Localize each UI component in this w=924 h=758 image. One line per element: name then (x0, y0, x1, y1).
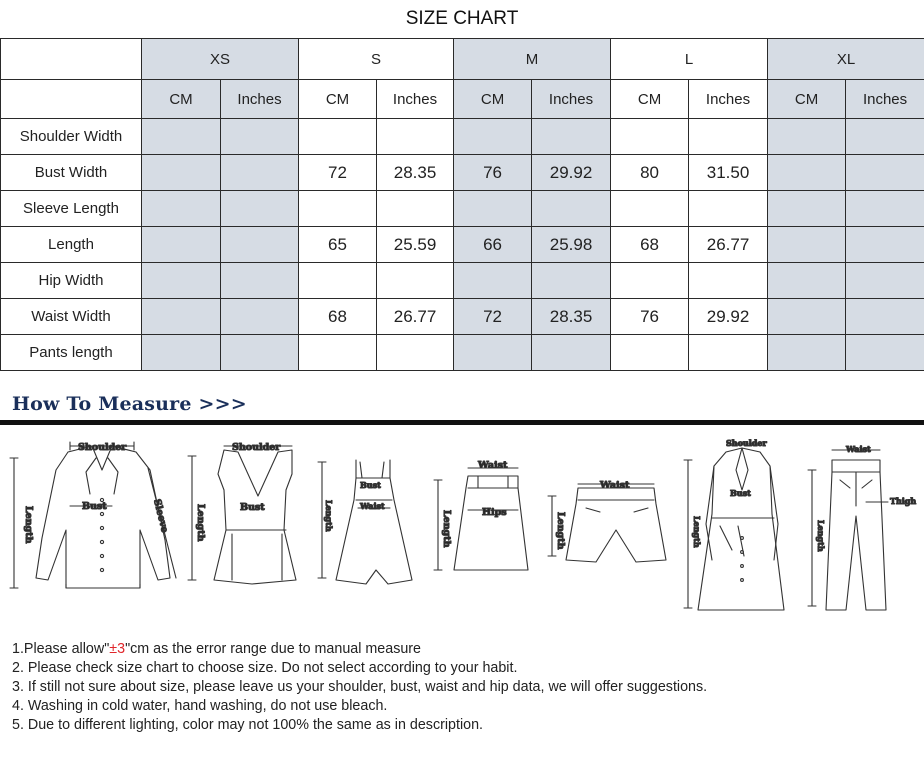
size-cell: 28.35 (532, 299, 611, 335)
size-cell (689, 263, 768, 299)
size-cell: 76 (611, 299, 689, 335)
label-shoulder: Shoulder (726, 438, 767, 448)
size-cell (221, 335, 299, 371)
label-length: Length (23, 506, 34, 544)
size-row (1, 299, 924, 335)
label-length: Length (324, 500, 334, 532)
row-label: Shoulder Width (1, 119, 142, 155)
chart-title: SIZE CHART (405, 8, 519, 29)
size-chart-table (0, 38, 924, 371)
size-cell (532, 119, 611, 155)
label-thigh: Thigh (890, 496, 917, 506)
note-4: 4. Washing in cold water, hand washing, do not use bleach. (12, 698, 388, 714)
label-waist: Waist (360, 501, 385, 511)
tolerance-value: ±3 (109, 641, 126, 657)
unit-header: Inches (377, 80, 454, 119)
size-cell (846, 299, 924, 335)
label-bust: Bust (240, 502, 265, 513)
size-header-m: M (454, 39, 611, 80)
size-cell (846, 119, 924, 155)
size-cell (689, 335, 768, 371)
size-header-xl: XL (768, 39, 924, 80)
size-cell (221, 119, 299, 155)
label-shoulder: Shoulder (232, 442, 281, 453)
note-3: 3. If still not sure about size, please leave us your shoulder, bust, waist and hip data, we will offer suggestions. (12, 679, 708, 695)
size-cell (846, 227, 924, 263)
size-cell (142, 227, 221, 263)
size-cell (221, 263, 299, 299)
size-cell: 76 (454, 155, 532, 191)
size-cell (221, 299, 299, 335)
size-cell (689, 191, 768, 227)
size-cell (299, 119, 377, 155)
care-notes (12, 640, 912, 735)
size-cell: 29.92 (689, 299, 768, 335)
size-cell: 66 (454, 227, 532, 263)
size-row (1, 191, 924, 227)
size-cell: 31.50 (689, 155, 768, 191)
note-1-prefix: 1.Please allow" (12, 641, 110, 657)
size-cell (689, 119, 768, 155)
size-cell (142, 191, 221, 227)
size-header-l: L (611, 39, 768, 80)
size-cell (142, 119, 221, 155)
size-cell: 80 (611, 155, 689, 191)
size-cell (142, 263, 221, 299)
size-cell (377, 263, 454, 299)
size-cell (768, 335, 846, 371)
size-cell (142, 155, 221, 191)
size-cell (221, 191, 299, 227)
row-label: Hip Width (1, 263, 142, 299)
size-cell: 25.59 (377, 227, 454, 263)
size-cell (768, 299, 846, 335)
row-label: Length (1, 227, 142, 263)
unit-header-row (1, 80, 924, 119)
label-length: Length (816, 520, 826, 552)
size-row (1, 227, 924, 263)
size-cell (377, 335, 454, 371)
corner-cell (1, 80, 142, 119)
label-hips: Hips (482, 507, 507, 518)
measure-diagrams-svg (0, 430, 924, 622)
size-cell (846, 155, 924, 191)
label-bust: Bust (360, 480, 381, 490)
unit-header: CM (768, 80, 846, 119)
note-1-suffix: "cm as the error range due to manual measure (125, 641, 422, 657)
label-bust: Bust (82, 501, 107, 512)
corner-cell (1, 39, 142, 80)
size-cell: 68 (611, 227, 689, 263)
size-cell (299, 335, 377, 371)
size-row (1, 263, 924, 299)
size-cell (377, 191, 454, 227)
size-cell (611, 263, 689, 299)
size-cell (846, 335, 924, 371)
size-header-s: S (299, 39, 454, 80)
size-cell: 26.77 (689, 227, 768, 263)
size-cell (142, 299, 221, 335)
size-cell (611, 191, 689, 227)
size-cell (846, 191, 924, 227)
size-cell (454, 191, 532, 227)
size-cell (768, 155, 846, 191)
size-header-xs: XS (142, 39, 299, 80)
heading-divider (0, 420, 924, 425)
size-cell (454, 263, 532, 299)
unit-header: CM (611, 80, 689, 119)
size-cell (846, 263, 924, 299)
unit-header: Inches (689, 80, 768, 119)
size-cell: 26.77 (377, 299, 454, 335)
size-cell (768, 263, 846, 299)
size-cell (532, 335, 611, 371)
size-cell: 65 (299, 227, 377, 263)
row-label: Waist Width (1, 299, 142, 335)
size-cell (299, 263, 377, 299)
size-row (1, 335, 924, 371)
how-to-measure-heading: How To Measure >>> (12, 393, 247, 415)
unit-header: CM (142, 80, 221, 119)
size-cell (454, 119, 532, 155)
label-length: Length (555, 512, 566, 550)
size-cell: 25.98 (532, 227, 611, 263)
size-cell (611, 119, 689, 155)
row-label: Sleeve Length (1, 191, 142, 227)
row-label: Pants length (1, 335, 142, 371)
label-length: Length (441, 510, 452, 548)
size-cell (454, 335, 532, 371)
size-cell: 72 (299, 155, 377, 191)
size-cell (611, 335, 689, 371)
size-cell: 28.35 (377, 155, 454, 191)
label-waist: Waist (846, 444, 871, 454)
size-cell (377, 119, 454, 155)
note-2: 2. Please check size chart to choose size. Do not select according to your habit. (12, 660, 518, 676)
size-cell: 29.92 (532, 155, 611, 191)
size-cell (532, 263, 611, 299)
label-waist: Waist (478, 460, 508, 471)
row-label: Bust Width (1, 155, 142, 191)
size-row (1, 155, 924, 191)
size-cell: 68 (299, 299, 377, 335)
size-cell (221, 155, 299, 191)
unit-header: Inches (221, 80, 299, 119)
label-sleeve: Sleeve (151, 498, 171, 534)
note-5: 5. Due to different lighting, color may not 100% the same as in description. (12, 717, 484, 733)
label-length: Length (195, 504, 206, 542)
size-cell (768, 119, 846, 155)
note-1 (12, 640, 912, 659)
size-cell (142, 335, 221, 371)
size-cell (768, 227, 846, 263)
unit-header: CM (299, 80, 377, 119)
unit-header: Inches (846, 80, 924, 119)
label-shoulder: Shoulder (78, 442, 127, 453)
size-header-row (1, 39, 924, 80)
size-cell (768, 191, 846, 227)
size-row (1, 119, 924, 155)
measure-diagrams (0, 430, 924, 622)
size-cell (299, 191, 377, 227)
label-bust: Bust (730, 488, 751, 498)
size-cell: 72 (454, 299, 532, 335)
unit-header: Inches (532, 80, 611, 119)
label-length: Length (692, 516, 702, 548)
size-data-rows (1, 119, 924, 371)
label-waist: Waist (600, 480, 630, 491)
unit-header: CM (454, 80, 532, 119)
size-cell (532, 191, 611, 227)
size-cell (221, 227, 299, 263)
